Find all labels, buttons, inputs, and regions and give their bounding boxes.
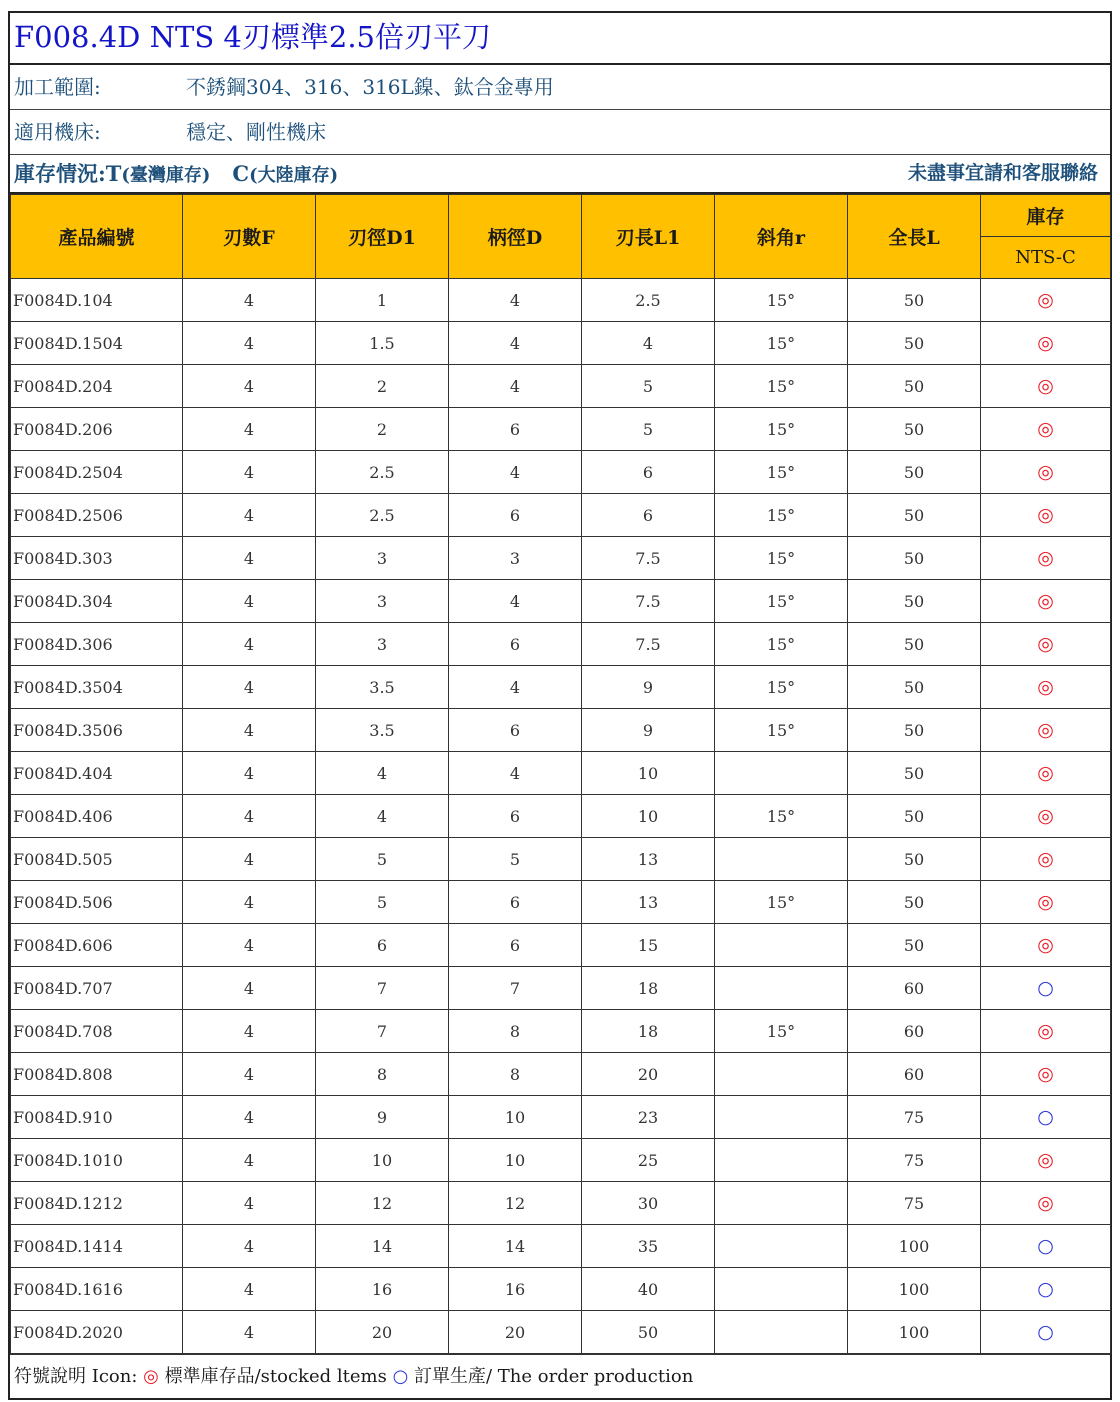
- table-row: [11, 1182, 1111, 1225]
- table-row: [11, 580, 1111, 623]
- cell-d: 6: [449, 924, 582, 967]
- cell-flutes: 4: [183, 537, 316, 580]
- cell-stock: [981, 1010, 1111, 1053]
- cell-length: 75: [848, 1096, 981, 1139]
- cell-d1: 5: [316, 838, 449, 881]
- cell-d: 8: [449, 1053, 582, 1096]
- cell-angle: 15°: [715, 881, 848, 924]
- cell-flutes: 4: [183, 322, 316, 365]
- cell-flutes: 4: [183, 1053, 316, 1096]
- cell-code: F0084D.1010: [11, 1139, 183, 1182]
- info-row-range: [10, 65, 1110, 110]
- col-header-flutes: 刃數F: [183, 195, 316, 279]
- cell-stock: [981, 666, 1111, 709]
- cell-code: F0084D.1414: [11, 1225, 183, 1268]
- table-row: [11, 365, 1111, 408]
- cell-d1: 1.5: [316, 322, 449, 365]
- cell-code: F0084D.910: [11, 1096, 183, 1139]
- table-row: [11, 838, 1111, 881]
- cell-length: 75: [848, 1182, 981, 1225]
- cell-d: 16: [449, 1268, 582, 1311]
- stocked-icon: ◎: [1037, 934, 1054, 956]
- cell-code: F0084D.3506: [11, 709, 183, 752]
- cell-d1: 7: [316, 1010, 449, 1053]
- cell-angle: [715, 1268, 848, 1311]
- cell-flutes: 4: [183, 924, 316, 967]
- cell-d1: 6: [316, 924, 449, 967]
- cell-d: 4: [449, 580, 582, 623]
- cell-length: 100: [848, 1311, 981, 1354]
- cell-length: 50: [848, 537, 981, 580]
- cell-stock: [981, 709, 1111, 752]
- cell-stock: [981, 365, 1111, 408]
- cell-code: F0084D.506: [11, 881, 183, 924]
- cell-stock: [981, 881, 1111, 924]
- cell-flutes: 4: [183, 752, 316, 795]
- info-value: 穩定、剛性機床: [186, 120, 326, 144]
- cell-angle: [715, 1182, 848, 1225]
- cell-code: F0084D.304: [11, 580, 183, 623]
- stocked-icon: ◎: [1037, 547, 1054, 569]
- cell-angle: [715, 924, 848, 967]
- cell-angle: [715, 1053, 848, 1096]
- cell-d: 3: [449, 537, 582, 580]
- cell-flutes: 4: [183, 494, 316, 537]
- legend-label: 符號說明 Icon:: [14, 1366, 138, 1387]
- cell-code: F0084D.606: [11, 924, 183, 967]
- cell-l1: 5: [582, 365, 715, 408]
- cell-code: F0084D.404: [11, 752, 183, 795]
- table-row: [11, 924, 1111, 967]
- cell-flutes: 4: [183, 623, 316, 666]
- cell-code: F0084D.2020: [11, 1311, 183, 1354]
- cell-d: 12: [449, 1182, 582, 1225]
- cell-l1: 23: [582, 1096, 715, 1139]
- cell-code: F0084D.406: [11, 795, 183, 838]
- cell-d1: 2: [316, 408, 449, 451]
- cell-d: 4: [449, 365, 582, 408]
- table-row: [11, 1096, 1111, 1139]
- cell-code: F0084D.505: [11, 838, 183, 881]
- col-header-stock: 庫存: [981, 195, 1111, 237]
- table-row: [11, 1225, 1111, 1268]
- legend: [10, 1354, 1110, 1398]
- cell-angle: 15°: [715, 623, 848, 666]
- cell-code: F0084D.2504: [11, 451, 183, 494]
- cell-angle: [715, 1311, 848, 1354]
- cell-length: 50: [848, 752, 981, 795]
- cell-l1: 7.5: [582, 580, 715, 623]
- stocked-icon: ◎: [1037, 1149, 1054, 1171]
- cell-l1: 20: [582, 1053, 715, 1096]
- cell-d1: 3: [316, 537, 449, 580]
- cell-stock: [981, 1182, 1111, 1225]
- cell-d1: 9: [316, 1096, 449, 1139]
- cell-flutes: 4: [183, 795, 316, 838]
- cell-d1: 16: [316, 1268, 449, 1311]
- col-header-length: 全長L: [848, 195, 981, 279]
- cell-angle: 15°: [715, 1010, 848, 1053]
- stocked-icon: ◎: [1037, 504, 1054, 526]
- cell-angle: [715, 1096, 848, 1139]
- cell-length: 50: [848, 494, 981, 537]
- cell-stock: [981, 494, 1111, 537]
- cell-flutes: 4: [183, 1268, 316, 1311]
- stock-t-code: T: [105, 161, 122, 186]
- cell-flutes: 4: [183, 580, 316, 623]
- stock-legend: [14, 155, 338, 194]
- cell-angle: [715, 967, 848, 1010]
- stock-status-row: [10, 155, 1110, 194]
- cell-d: 6: [449, 881, 582, 924]
- table-row: [11, 1311, 1111, 1354]
- cell-d1: 1: [316, 279, 449, 322]
- legend-order-text: 訂單生產/ The order production: [414, 1366, 694, 1387]
- table-row: [11, 666, 1111, 709]
- cell-angle: 15°: [715, 795, 848, 838]
- stock-c-desc: (大陸庫存): [249, 165, 339, 186]
- cell-flutes: 4: [183, 709, 316, 752]
- stocked-icon: ◎: [1037, 375, 1054, 397]
- cell-code: F0084D.1504: [11, 322, 183, 365]
- order-icon: ○: [1037, 1106, 1054, 1128]
- cell-stock: [981, 408, 1111, 451]
- stocked-icon: ◎: [1037, 289, 1054, 311]
- contact-note: 未盡事宜請和客服聯絡: [907, 162, 1098, 184]
- order-icon: ○: [392, 1366, 409, 1387]
- cell-d1: 2.5: [316, 494, 449, 537]
- table-row: [11, 279, 1111, 322]
- cell-d1: 10: [316, 1139, 449, 1182]
- cell-l1: 18: [582, 967, 715, 1010]
- cell-l1: 10: [582, 752, 715, 795]
- cell-d1: 14: [316, 1225, 449, 1268]
- cell-l1: 7.5: [582, 537, 715, 580]
- cell-length: 100: [848, 1225, 981, 1268]
- cell-stock: [981, 924, 1111, 967]
- cell-stock: [981, 1053, 1111, 1096]
- table-row: [11, 451, 1111, 494]
- info-label: 加工範圍:: [14, 75, 101, 99]
- cell-d: 4: [449, 322, 582, 365]
- info-row-machine: [10, 110, 1110, 155]
- cell-d1: 5: [316, 881, 449, 924]
- cell-stock: [981, 1139, 1111, 1182]
- cell-d1: 3.5: [316, 709, 449, 752]
- table-row: [11, 967, 1111, 1010]
- cell-code: F0084D.206: [11, 408, 183, 451]
- table-row: [11, 1053, 1111, 1096]
- cell-d1: 3.5: [316, 666, 449, 709]
- cell-length: 50: [848, 709, 981, 752]
- product-sheet: [8, 11, 1112, 1400]
- table-row: [11, 494, 1111, 537]
- cell-d1: 4: [316, 795, 449, 838]
- col-header-l1: 刃長L1: [582, 195, 715, 279]
- cell-l1: 18: [582, 1010, 715, 1053]
- cell-d1: 2.5: [316, 451, 449, 494]
- table-row: [11, 322, 1111, 365]
- cell-stock: [981, 1311, 1111, 1354]
- cell-flutes: 4: [183, 967, 316, 1010]
- cell-d: 20: [449, 1311, 582, 1354]
- cell-flutes: 4: [183, 1225, 316, 1268]
- cell-stock: [981, 322, 1111, 365]
- cell-stock: [981, 1268, 1111, 1311]
- cell-angle: 15°: [715, 709, 848, 752]
- cell-d1: 4: [316, 752, 449, 795]
- cell-l1: 35: [582, 1225, 715, 1268]
- cell-length: 50: [848, 580, 981, 623]
- cell-code: F0084D.707: [11, 967, 183, 1010]
- cell-d: 5: [449, 838, 582, 881]
- cell-angle: 15°: [715, 666, 848, 709]
- cell-length: 60: [848, 1053, 981, 1096]
- table-row: [11, 1268, 1111, 1311]
- info-value: 不銹鋼304、316、316L鎳、鈦合金專用: [186, 75, 554, 99]
- col-header-stock-sub: NTS-C: [981, 237, 1111, 279]
- cell-l1: 25: [582, 1139, 715, 1182]
- cell-stock: [981, 451, 1111, 494]
- cell-stock: [981, 795, 1111, 838]
- cell-flutes: 4: [183, 1311, 316, 1354]
- cell-d: 4: [449, 451, 582, 494]
- cell-l1: 5: [582, 408, 715, 451]
- cell-length: 75: [848, 1139, 981, 1182]
- table-row: [11, 881, 1111, 924]
- cell-flutes: 4: [183, 279, 316, 322]
- cell-code: F0084D.708: [11, 1010, 183, 1053]
- cell-stock: [981, 967, 1111, 1010]
- cell-flutes: 4: [183, 1139, 316, 1182]
- table-row: [11, 537, 1111, 580]
- cell-length: 50: [848, 279, 981, 322]
- cell-angle: [715, 838, 848, 881]
- cell-code: F0084D.104: [11, 279, 183, 322]
- cell-l1: 7.5: [582, 623, 715, 666]
- order-icon: ○: [1037, 1235, 1054, 1257]
- cell-length: 50: [848, 795, 981, 838]
- cell-l1: 4: [582, 322, 715, 365]
- cell-stock: [981, 752, 1111, 795]
- cell-angle: [715, 1139, 848, 1182]
- cell-flutes: 4: [183, 1182, 316, 1225]
- cell-code: F0084D.204: [11, 365, 183, 408]
- cell-angle: [715, 752, 848, 795]
- cell-length: 50: [848, 623, 981, 666]
- cell-d1: 8: [316, 1053, 449, 1096]
- cell-flutes: 4: [183, 1096, 316, 1139]
- cell-stock: [981, 1096, 1111, 1139]
- cell-d: 6: [449, 408, 582, 451]
- cell-code: F0084D.306: [11, 623, 183, 666]
- cell-flutes: 4: [183, 838, 316, 881]
- stocked-icon: ◎: [1037, 805, 1054, 827]
- cell-code: F0084D.3504: [11, 666, 183, 709]
- cell-d: 8: [449, 1010, 582, 1053]
- cell-d1: 2: [316, 365, 449, 408]
- stock-c-code: C: [232, 161, 250, 186]
- cell-angle: 15°: [715, 537, 848, 580]
- cell-angle: 15°: [715, 494, 848, 537]
- cell-d: 14: [449, 1225, 582, 1268]
- col-header-d1: 刃徑D1: [316, 195, 449, 279]
- order-icon: ○: [1037, 977, 1054, 999]
- table-row: [11, 1010, 1111, 1053]
- cell-angle: 15°: [715, 322, 848, 365]
- cell-flutes: 4: [183, 881, 316, 924]
- cell-stock: [981, 279, 1111, 322]
- cell-l1: 50: [582, 1311, 715, 1354]
- stock-t-desc: (臺灣庫存): [121, 165, 211, 186]
- stocked-icon: ◎: [1037, 848, 1054, 870]
- cell-code: F0084D.1212: [11, 1182, 183, 1225]
- cell-angle: 15°: [715, 580, 848, 623]
- cell-angle: [715, 1225, 848, 1268]
- cell-stock: [981, 623, 1111, 666]
- cell-angle: 15°: [715, 279, 848, 322]
- table-row: [11, 408, 1111, 451]
- table-row: [11, 795, 1111, 838]
- cell-stock: [981, 580, 1111, 623]
- cell-stock: [981, 838, 1111, 881]
- cell-d1: 12: [316, 1182, 449, 1225]
- cell-d1: 3: [316, 623, 449, 666]
- cell-l1: 2.5: [582, 279, 715, 322]
- cell-d1: 3: [316, 580, 449, 623]
- cell-code: F0084D.808: [11, 1053, 183, 1096]
- stocked-icon: ◎: [1037, 1192, 1054, 1214]
- cell-d: 6: [449, 795, 582, 838]
- product-table: [10, 194, 1111, 1354]
- cell-d1: 7: [316, 967, 449, 1010]
- cell-l1: 6: [582, 451, 715, 494]
- stock-label: 庫存情況:: [14, 161, 106, 186]
- stocked-icon: ◎: [1037, 590, 1054, 612]
- stocked-icon: ◎: [1037, 762, 1054, 784]
- cell-l1: 10: [582, 795, 715, 838]
- cell-length: 50: [848, 322, 981, 365]
- cell-flutes: 4: [183, 666, 316, 709]
- cell-length: 50: [848, 666, 981, 709]
- cell-flutes: 4: [183, 451, 316, 494]
- order-icon: ○: [1037, 1321, 1054, 1343]
- table-row: [11, 1139, 1111, 1182]
- col-header-code: 產品編號: [11, 195, 183, 279]
- cell-d: 10: [449, 1139, 582, 1182]
- cell-code: F0084D.1616: [11, 1268, 183, 1311]
- table-row: [11, 709, 1111, 752]
- cell-stock: [981, 537, 1111, 580]
- cell-length: 100: [848, 1268, 981, 1311]
- table-row: [11, 752, 1111, 795]
- cell-l1: 40: [582, 1268, 715, 1311]
- cell-l1: 9: [582, 709, 715, 752]
- cell-d: 6: [449, 494, 582, 537]
- cell-d: 6: [449, 709, 582, 752]
- cell-angle: 15°: [715, 451, 848, 494]
- order-icon: ○: [1037, 1278, 1054, 1300]
- info-label: 適用機床:: [14, 120, 101, 144]
- cell-angle: 15°: [715, 408, 848, 451]
- page-title: F008.4D NTS 4刃標準2.5倍刃平刀: [10, 13, 1110, 65]
- cell-flutes: 4: [183, 365, 316, 408]
- cell-length: 60: [848, 967, 981, 1010]
- col-header-angle: 斜角r: [715, 195, 848, 279]
- stocked-icon: ◎: [1037, 1020, 1054, 1042]
- cell-length: 50: [848, 881, 981, 924]
- table-row: [11, 623, 1111, 666]
- table-body: [11, 279, 1111, 1354]
- cell-length: 50: [848, 451, 981, 494]
- stocked-icon: ◎: [1037, 676, 1054, 698]
- cell-d: 4: [449, 752, 582, 795]
- stocked-icon: ◎: [1037, 418, 1054, 440]
- cell-d: 6: [449, 623, 582, 666]
- cell-flutes: 4: [183, 408, 316, 451]
- cell-stock: [981, 1225, 1111, 1268]
- cell-l1: 6: [582, 494, 715, 537]
- cell-length: 50: [848, 365, 981, 408]
- cell-code: F0084D.2506: [11, 494, 183, 537]
- legend-stocked-text: 標準庫存品/stocked ltems: [164, 1366, 387, 1387]
- cell-code: F0084D.303: [11, 537, 183, 580]
- stocked-icon: ◎: [1037, 461, 1054, 483]
- stocked-icon: ◎: [143, 1366, 159, 1387]
- stocked-icon: ◎: [1037, 719, 1054, 741]
- cell-d: 10: [449, 1096, 582, 1139]
- cell-d: 7: [449, 967, 582, 1010]
- stocked-icon: ◎: [1037, 332, 1054, 354]
- cell-length: 50: [848, 838, 981, 881]
- cell-l1: 15: [582, 924, 715, 967]
- cell-l1: 13: [582, 881, 715, 924]
- stocked-icon: ◎: [1037, 891, 1054, 913]
- cell-length: 60: [848, 1010, 981, 1053]
- cell-l1: 30: [582, 1182, 715, 1225]
- cell-length: 50: [848, 408, 981, 451]
- cell-angle: 15°: [715, 365, 848, 408]
- stocked-icon: ◎: [1037, 633, 1054, 655]
- cell-length: 50: [848, 924, 981, 967]
- col-header-d: 柄徑D: [449, 195, 582, 279]
- cell-d1: 20: [316, 1311, 449, 1354]
- stocked-icon: ◎: [1037, 1063, 1054, 1085]
- cell-l1: 13: [582, 838, 715, 881]
- cell-d: 4: [449, 279, 582, 322]
- cell-l1: 9: [582, 666, 715, 709]
- cell-flutes: 4: [183, 1010, 316, 1053]
- cell-d: 4: [449, 666, 582, 709]
